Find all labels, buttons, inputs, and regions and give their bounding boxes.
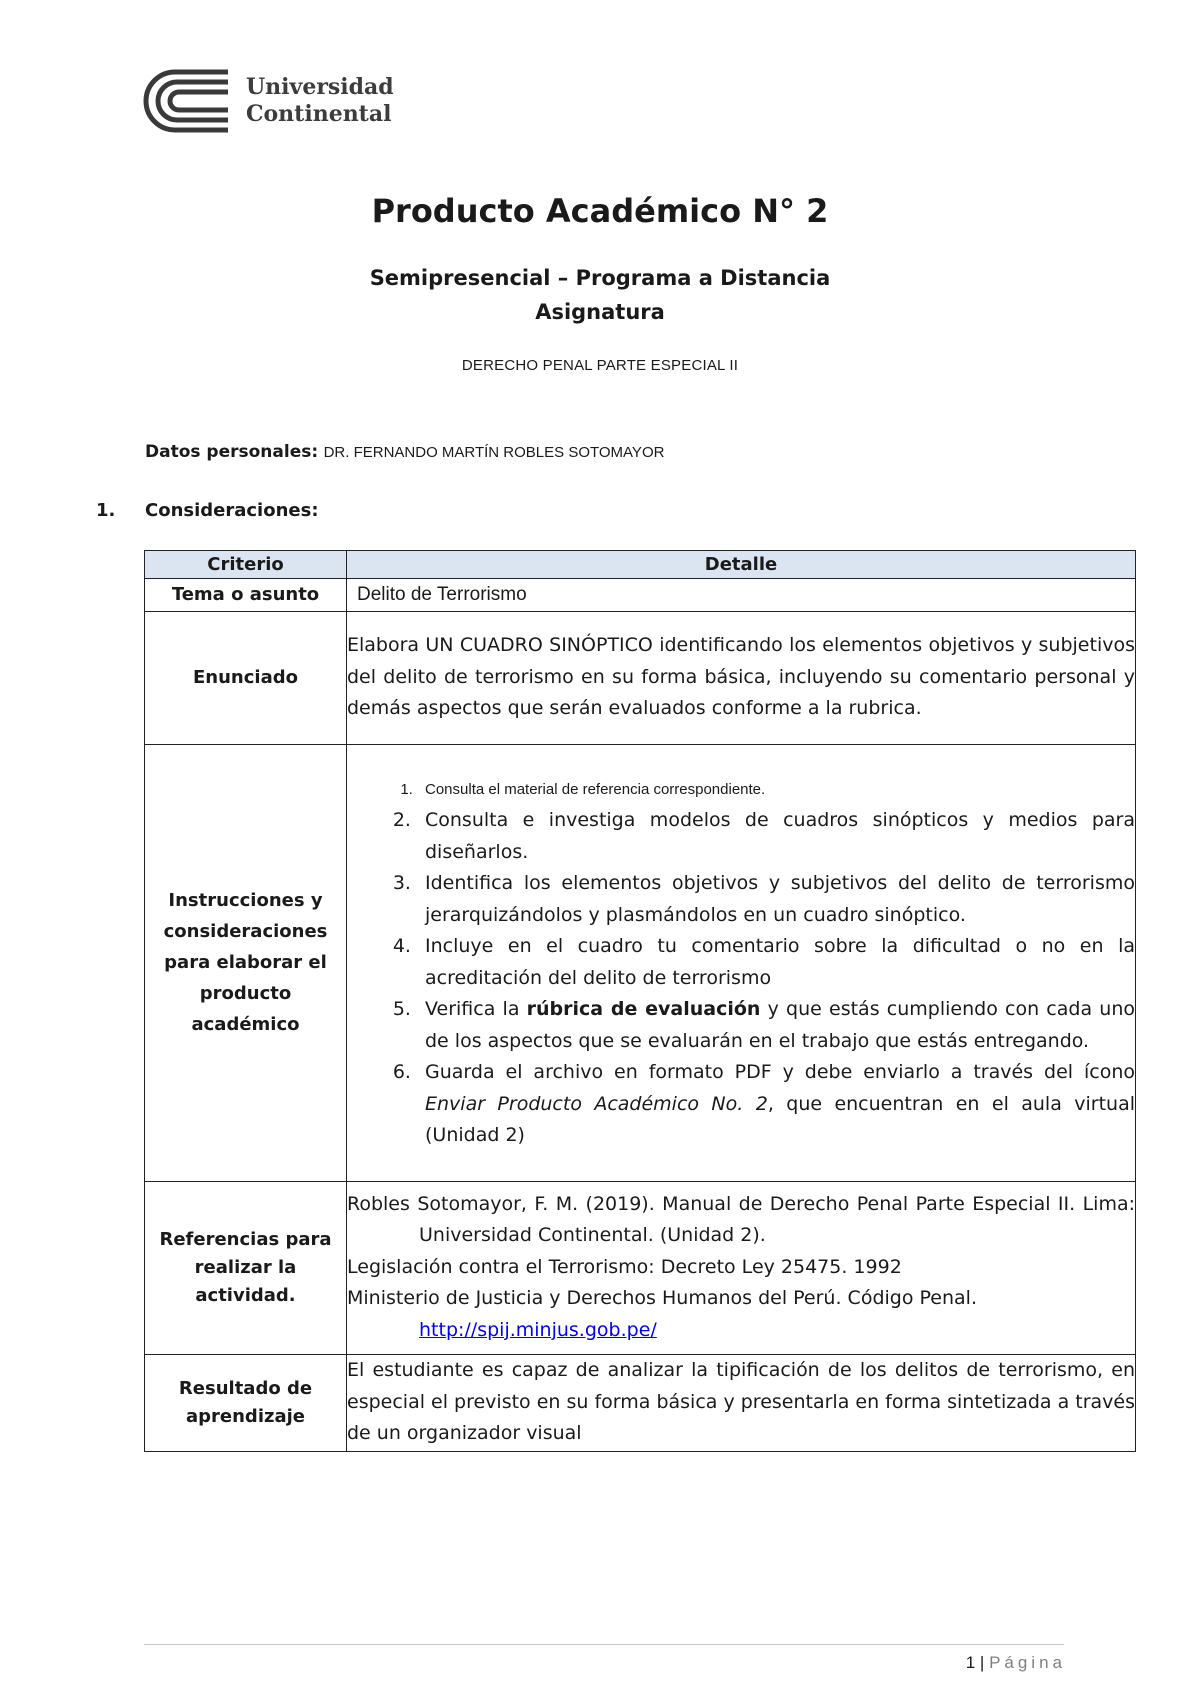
subject-heading: Asignatura: [535, 300, 665, 324]
personal-data: [145, 442, 664, 462]
table-row: [145, 1354, 1136, 1451]
header-detalle: Detalle: [347, 551, 1136, 579]
step5-text-bold: rúbrica de evaluación: [526, 998, 761, 1020]
instrucciones-label: Instrucciones y consideraciones para elaborar el producto académico: [145, 744, 347, 1181]
referencias-label: Referencias para realizar la actividad.: [145, 1181, 347, 1354]
table-row: [145, 1181, 1136, 1354]
university-logo: [142, 68, 394, 134]
list-item: [417, 1057, 1135, 1152]
table-row: [145, 579, 1136, 612]
list-item: 1. Consulta el material de referencia correspondiente.: [417, 774, 1135, 806]
reference-3: Ministerio de Justicia y Derechos Humanos del Perú. Código Penal.: [347, 1287, 977, 1310]
step5-text-post: y que estás cumpliendo con cada uno de los aspectos que se evaluarán en el trabajo que estás entregando.: [425, 998, 1135, 1052]
resultado-value: El estudiante es capaz de analizar la tipificación de los delitos de terrorismo, en especial el previsto en su forma básica y presentarla en forma sintetizada a través de un organizador visual: [347, 1354, 1136, 1451]
reference-1: Robles Sotomayor, F. M. (2019). Manual de Derecho Penal Parte Especial II. Lima: Universidad Continental. (Unidad 2).: [347, 1192, 1135, 1247]
footer-separator: |: [979, 1653, 985, 1672]
course-name: DERECHO PENAL PARTE ESPECIAL II: [461, 357, 739, 374]
logo-line-2: Continental: [246, 101, 392, 127]
table-header-row: [145, 551, 1136, 579]
list-item: 3. Identifica los elementos objetivos y subjetivos del delito de terrorismo jerarquizándolos y plasmándolos en un cuadro sinóptico.: [417, 868, 1135, 931]
personal-data-value: DR. FERNANDO MARTÍN ROBLES SOTOMAYOR: [323, 444, 665, 461]
continental-logo-icon: [142, 68, 232, 134]
step5-text-pre: Verifica la: [425, 998, 527, 1020]
step6-text-pre: Guarda el archivo en formato PDF y debe enviarlo a través del ícono: [425, 1061, 1135, 1083]
page-number: 1: [965, 1653, 976, 1672]
reference-link[interactable]: http://spij.minjus.gob.pe/: [419, 1318, 657, 1341]
table-row: [145, 744, 1136, 1181]
tema-label: Tema o asunto: [145, 579, 347, 612]
instrucciones-value: [347, 744, 1136, 1181]
footer-divider: [144, 1644, 1064, 1645]
referencias-value: [347, 1181, 1136, 1354]
header-criterio: Criterio: [145, 551, 347, 579]
page-label: Página: [989, 1653, 1066, 1672]
resultado-label: Resultado de aprendizaje: [145, 1354, 347, 1451]
instructions-list: [347, 774, 1135, 1152]
reference-2: Legislación contra el Terrorismo: Decreto Ley 25475. 1992: [347, 1255, 902, 1278]
enunciado-value: Elabora UN CUADRO SINÓPTICO identificando los elementos objetivos y subjetivos del delito de terrorismo en su forma básica, incluyendo su comentario personal y demás aspectos que serán evaluados conforme a la rubrica.: [347, 611, 1136, 744]
step6-text-italic: Enviar Producto Académico No. 2: [425, 1092, 768, 1115]
section-heading: [96, 500, 319, 521]
list-item: [417, 994, 1135, 1057]
document-title: Producto Académico N° 2: [371, 192, 829, 230]
section-number: 1.: [96, 500, 116, 521]
criteria-table: [144, 550, 1136, 1452]
modality-subtitle: Semipresencial – Programa a Distancia: [369, 266, 831, 290]
page-footer: [966, 1653, 1066, 1673]
logo-line-1: Universidad: [246, 74, 394, 100]
section-title: Consideraciones:: [145, 500, 319, 521]
list-item: 2. Consulta e investiga modelos de cuadros sinópticos y medios para diseñarlos.: [417, 805, 1135, 868]
step6-text-post: , que encuentran en el aula virtual (Unidad 2): [425, 1092, 1135, 1146]
enunciado-label: Enunciado: [145, 611, 347, 744]
list-item: 4. Incluye en el cuadro tu comentario sobre la dificultad o no en la acreditación del delito de terrorismo: [417, 931, 1135, 994]
tema-value: Delito de Terrorismo: [347, 579, 1136, 612]
table-row: [145, 611, 1136, 744]
personal-data-label: Datos personales:: [145, 442, 319, 462]
